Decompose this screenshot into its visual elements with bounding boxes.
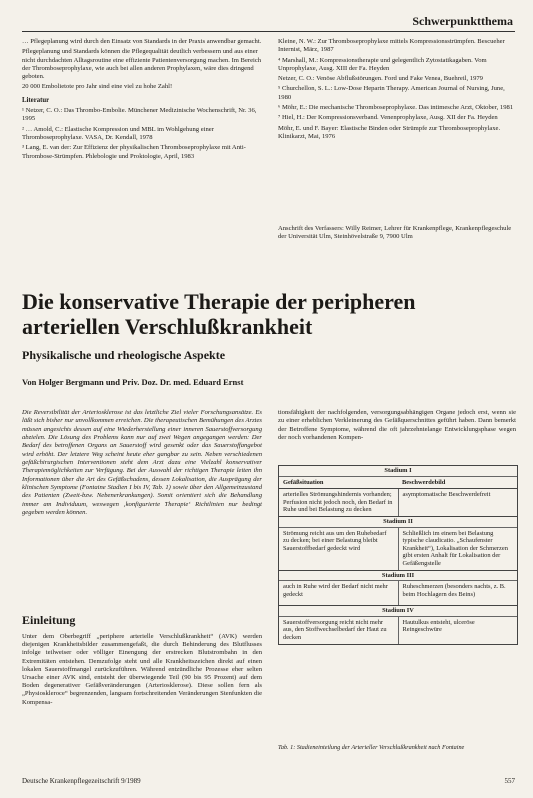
article-subtitle: Physikalische und rheologische Aspekte: [22, 348, 226, 362]
table-header: [279, 477, 517, 490]
reference-10: Möhr, E. und F. Bayer: Elastische Binden oder Strümpfe zur Thromboseprophylaxe. Klinikarzt, Mai, 1976: [278, 124, 501, 140]
table-cell: asymptomatische Beschwerdefreit: [398, 489, 518, 516]
top-left-para-2: Pflegeplanung und Standards können die Pflegequalität deutlich verbessern und aus einer nicht durchdachten Alltagsroutine eine effiziente Patientenversorgung machen. Im Bereich der Thromboseprophylaxe, wie auch bei allen anderen Prophylaxen, wäre dies dringend geboten.: [22, 48, 262, 81]
intro-text: Unter dem Oberbegriff „periphere arterielle Verschlußkrankheit“ (AVK) werden diejenigen Krankheitsbilder zusammengefaßt, die durch Behinderung des Blutflusses infolge teilweiser oder völliger Einengung der erstrecken Blutstrombahn in den Extremitäten entstehen. Demzufolge steht und alle Krankheitszeichen direkt auf einen lokalen Sauerstoffmangel zurückzuführen. Während entzündliche Prozesse eher selten Ursache einer AVK sind, entsteht der überwiegende Teil (90 bis 95 Prozent) auf dem Boden degenerativer Gefäßveränderungen (Arteriosklerose). Diese sollen fern als „Physioskleroce“ begrenzenden, langsam fortschreitenden Veränderungen Stenfunkten die Kompensa-: [22, 633, 262, 706]
table-cell: Sauerstoffversorgung reicht nicht mehr aus, den Stoffwechselbedarf der Haut zu decken: [283, 618, 387, 641]
col-header-left: Gefäßsituation: [283, 478, 324, 486]
reference-6: Netzer, C. O.: Venöse Abflußstörungen. Ford und Fake Venea, Buehreil, 1979: [278, 75, 483, 83]
article-authors: Von Holger Bergmann und Priv. Doz. Dr. med. Eduard Ernst: [22, 377, 244, 387]
table-cell: auch in Ruhe wird der Bedarf nicht mehr gedeckt: [283, 583, 388, 598]
article-abstract: Die Reversibilität der Arteriosklerose ist das letztliche Ziel vieler Forschungsansätze. Es läßt sich bisher nur unvollkommen erreichen. Die therapeutischen Bemühungen des Arztes müssen angesichts dessen auf eine Wiederherstellung einer inneren Sauerstoffversorgung abzielen. Die Lösung des Problems kann nur auf zwei Wegen angegangen werden: Der Bedarf des betroffenen Organs an Sauerstoff wird gesenkt oder das Sauerstoffangebot wird erhöht. Der letztere Weg scheint heute eher gangbar zu sein. Neben verschiedenen gefäßchirurgischen Interventionen steht dem Arzt dazu eine Vielzahl konservativer Therapiemöglichkeiten zur Verfügung. Bei der Auswahl der richtigen Therapie leiten ihn Informationen über die Art des Gefäßschadens, dessen Lokalisation, die Ausprägung der klinischen Symptome (Fontaine Stadien I bis IV, Tab. 1) sowie über den Allgemeinzustand des Patienten (Zweit-bzw. Nebenerkrankungen). Somit orientiert sich die Behandlung immer am Individuum, weswegen ‚konfigurierte Therapie‘ Richtlinien nur bedingt gegeben werden können.: [22, 409, 262, 517]
header-rule: [22, 31, 515, 32]
reference-9: ⁷ Hiel, H.: Der Kompressionsverband. Venenprophylaxe, Ausg. XII der Fa. Heyden: [278, 114, 498, 122]
table-row: [279, 581, 517, 606]
reference-7: ⁵ Churchellon, S. L.: Low-Dose Heparin Therapy. American Journal of Nursing, June, 1980: [278, 85, 505, 101]
article-title: Die konservative Therapie der peripheren arteriellen Verschlußkrankheit: [22, 289, 416, 339]
col-header-right: Beschwerdebild: [402, 478, 446, 486]
fontaine-table: [278, 465, 518, 645]
author-address: Anschrift des Verfassers: Willy Reimer, Lehrer für Krankenpflege, Krankenpflegeschule der Universität Ulm, Steinhövelstraße 9, 7900 Ulm: [278, 225, 512, 241]
reference-2: ² … Amold, C.: Elastische Kompression und MBL im Wohlgehung einer Thromboseprophylaxe. VASA, Dr. Kendall, 1978: [22, 125, 214, 141]
table-cell: arterielles Strömungshindernis vorhanden; Perfusion nicht jedoch noch, den Bedarf in Ruhe und bei Belastung zu decken: [283, 491, 393, 514]
reference-1: ¹ Netzer, C. O.: Das Thrombo-Embolie. Münchener Medizinische Wochenschrift, Nr. 36, 1995: [22, 107, 257, 123]
reference-5: ⁴ Marshall, M.: Kompressionstherapie und gelegentlich Zytostatikagaben. Vom Unprophylaxe, Ausg. XIII der Fa. Heyden: [278, 56, 487, 72]
table-row: [279, 617, 517, 644]
stage-label: Stadium II: [279, 517, 517, 528]
stage-label: Stadium III: [279, 571, 517, 582]
page-number: 557: [504, 777, 515, 785]
stage-label: Stadium I: [279, 466, 517, 477]
stage-label: Stadium IV: [279, 606, 517, 617]
table-cell: Strömung reicht aus um den Ruhebedarf zu decken; bei einer Belastung bleibt Sauerstoffbedarf gedeckt wird: [283, 529, 387, 552]
top-left-para-3: 20 000 Embolietote pro Jahr sind eine viel zu hohe Zahl!: [22, 83, 173, 91]
top-left-column: [22, 38, 266, 163]
table-cell: Ruheschmerzen (besonders nachts, z. B. beim Hochlagern des Beins): [398, 581, 518, 605]
section-header: Schwerpunktthema: [412, 14, 513, 28]
top-left-para-1: … Pflegeplanung wird durch den Einsatz von Standards in der Praxis anwendbar gemacht.: [22, 38, 262, 45]
table-caption: Tab. 1: Stadieneinteilung der Arterieller Verschlußkrankheit nach Fontaine: [278, 744, 465, 751]
literature-title: Literatur: [22, 96, 50, 104]
intro-heading: Einleitung: [22, 613, 76, 627]
top-right-column: [278, 38, 516, 143]
table-row: [279, 528, 517, 571]
reference-3: ³ Lang, E. van der: Zur Effizienz der physikalischen Thromboseprophylaxe mit Anti-Thrombose-Strümpfen. Phlebologie und Proktologie, April, 1983: [22, 144, 246, 160]
table-cell: Hautulkus entsteht, ulceröse Reingeschwüre: [398, 617, 518, 644]
reference-8: ⁶ Möhr, E.: Die mechanische Thromboseprophylaxe. Das intimesche Arzt, Oktober, 1981: [278, 104, 514, 112]
table-cell: Schließlich im einem bei Belastung typische claudicatio. „Schaufenster Krankheit“), Lokalisation der Schmerzen gibt ersten Anhalt für Lokalisation der Gefäßengstelle: [398, 528, 518, 570]
reference-4: Kleine, N. W.: Zur Thromboseprophylaxe mittels Kompressionsstrümpfen. Bescueher Internist, März, 1987: [278, 38, 505, 54]
journal-footer: Deutsche Krankenpflegezeitschrift 9/1989: [22, 777, 141, 785]
right-column-continuation: tionsfähigkeit der nachfolgenden, versorgungsabhängigen Organe jedoch erst, wenn sie zu einer erheblichen Verkleinerung des Gefäßquerschnittes geführt haben. Dann bemerkt der Betroffene Symptome, während die oft jahrzehntelange Entwicklungsphase wegen der noch vorhandenen Kompen-: [278, 409, 516, 442]
table-row: [279, 489, 517, 517]
